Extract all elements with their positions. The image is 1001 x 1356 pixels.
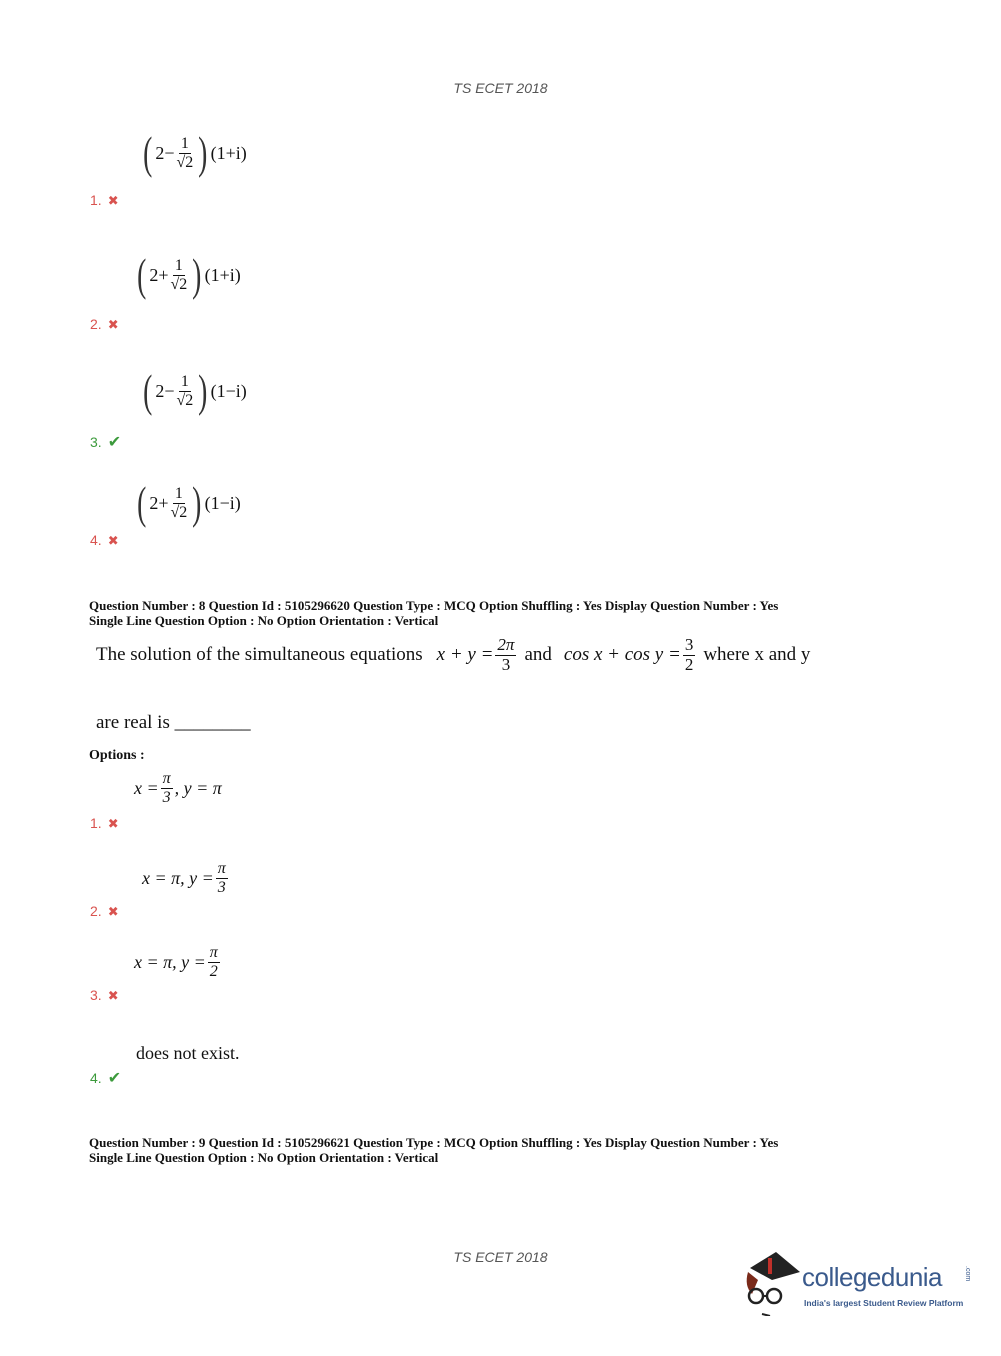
- operator: −: [164, 380, 175, 401]
- correct-check-icon: ✔: [107, 434, 122, 451]
- denominator: 3: [501, 654, 511, 674]
- options-label: Options :: [89, 748, 145, 763]
- denominator: √2: [176, 153, 194, 171]
- denominator: 2: [684, 654, 694, 674]
- question-8-text: [96, 636, 810, 674]
- fraction: [170, 257, 187, 293]
- wrong-cross-icon: ✖: [107, 816, 119, 831]
- left-paren: (: [143, 127, 153, 178]
- question-text-end: where x and y: [703, 644, 811, 666]
- operator: +: [158, 492, 169, 513]
- option-4-expression: [134, 477, 241, 528]
- option-status: [90, 192, 119, 210]
- option-3-expression: [140, 365, 247, 416]
- expression-end: , y = π: [174, 777, 222, 798]
- wrong-cross-icon: ✖: [107, 533, 119, 548]
- option-status: [90, 987, 119, 1005]
- expression-start: x = π, y =: [134, 951, 206, 972]
- fraction: [176, 373, 193, 409]
- option-2-expression: [134, 249, 241, 300]
- numerator: 1: [174, 484, 183, 502]
- equation-2-fraction: [683, 636, 696, 674]
- denominator: √2: [170, 275, 188, 293]
- right-paren: ): [192, 477, 202, 528]
- option-2-expression: [142, 860, 230, 896]
- left-paren: (: [137, 477, 147, 528]
- option-number: 4.: [90, 532, 102, 548]
- option-status: [90, 532, 119, 550]
- denominator: 3: [162, 788, 171, 806]
- factor: (1+i): [210, 142, 247, 163]
- option-number: 2.: [90, 316, 102, 332]
- collegedunia-logo: [742, 1250, 992, 1320]
- correct-check-icon: ✔: [107, 1070, 122, 1087]
- right-paren: ): [192, 249, 202, 300]
- option-status: [90, 903, 119, 921]
- option-number: 3.: [90, 434, 102, 450]
- expression-start: x = π, y =: [142, 867, 214, 888]
- numerator: π: [209, 944, 218, 961]
- option-number: 3.: [90, 987, 102, 1003]
- numerator: 1: [180, 134, 189, 152]
- numerator: 2π: [497, 635, 515, 654]
- option-text: does not exist.: [136, 1043, 240, 1063]
- option-1-expression: [140, 127, 247, 178]
- right-paren: ): [198, 365, 208, 416]
- fraction: [208, 944, 220, 980]
- page-header: TS ECET 2018: [453, 80, 548, 96]
- wrong-cross-icon: ✖: [107, 988, 119, 1003]
- wrong-cross-icon: ✖: [107, 317, 119, 332]
- numerator: π: [217, 860, 226, 877]
- wrong-cross-icon: ✖: [107, 193, 119, 208]
- factor: (1−i): [210, 380, 247, 401]
- integer: 2: [155, 380, 165, 401]
- denominator: √2: [170, 503, 188, 521]
- and-text: and: [524, 644, 552, 666]
- fraction: [176, 135, 193, 171]
- factor: (1−i): [204, 492, 241, 513]
- option-status: [90, 316, 119, 334]
- option-4-expression: [136, 1043, 240, 1064]
- right-paren: ): [198, 127, 208, 178]
- option-number: 4.: [90, 1070, 102, 1086]
- option-number: 1.: [90, 192, 102, 208]
- option-3-expression: [134, 944, 222, 980]
- logo-tld: .com: [964, 1266, 971, 1282]
- numerator: π: [162, 770, 171, 787]
- option-status: [90, 815, 119, 833]
- meta-line-2: Single Line Question Option : No Option Orientation : Vertical: [89, 613, 439, 628]
- question-9-meta: [89, 1135, 778, 1165]
- question-text-line2: are real is ________: [96, 712, 251, 733]
- numerator: 1: [180, 372, 189, 390]
- fraction: [161, 770, 173, 806]
- mascot-icon: [742, 1250, 802, 1316]
- meta-line-1: Question Number : 9 Question Id : 5105296621 Question Type : MCQ Option Shuffling : Yes Display Question Number : Yes: [89, 1135, 779, 1150]
- meta-line-2: Single Line Question Option : No Option Orientation : Vertical: [89, 1150, 439, 1165]
- numerator: 3: [684, 635, 694, 654]
- denominator: 2: [209, 962, 218, 980]
- option-status: [90, 1068, 121, 1088]
- left-paren: (: [143, 365, 153, 416]
- denominator: 3: [217, 878, 226, 896]
- option-number: 2.: [90, 903, 102, 919]
- operator: −: [164, 142, 175, 163]
- page-footer: TS ECET 2018: [453, 1249, 548, 1265]
- logo-name: collegedunia: [802, 1262, 943, 1292]
- integer: 2: [149, 264, 159, 285]
- option-1-expression: [134, 770, 222, 806]
- equation-2-lhs: cos x + cos y =: [563, 644, 681, 666]
- operator: +: [158, 264, 169, 285]
- meta-line-1: Question Number : 8 Question Id : 5105296620 Question Type : MCQ Option Shuffling : Yes Display Question Number : Yes: [89, 598, 779, 613]
- left-paren: (: [137, 249, 147, 300]
- option-status: [90, 432, 121, 452]
- fraction: [170, 485, 187, 521]
- question-text: The solution of the simultaneous equations: [96, 644, 423, 666]
- equation-1-lhs: x + y =: [436, 644, 494, 666]
- denominator: √2: [176, 391, 194, 409]
- logo-tagline: India's largest Student Review Platform: [804, 1298, 964, 1308]
- factor: (1+i): [204, 264, 241, 285]
- equation-1-fraction: [495, 636, 516, 674]
- option-number: 1.: [90, 815, 102, 831]
- expression-start: x =: [134, 777, 159, 798]
- integer: 2: [149, 492, 159, 513]
- wrong-cross-icon: ✖: [107, 904, 119, 919]
- question-8-meta: [89, 598, 778, 628]
- fraction: [216, 860, 228, 896]
- numerator: 1: [174, 256, 183, 274]
- integer: 2: [155, 142, 165, 163]
